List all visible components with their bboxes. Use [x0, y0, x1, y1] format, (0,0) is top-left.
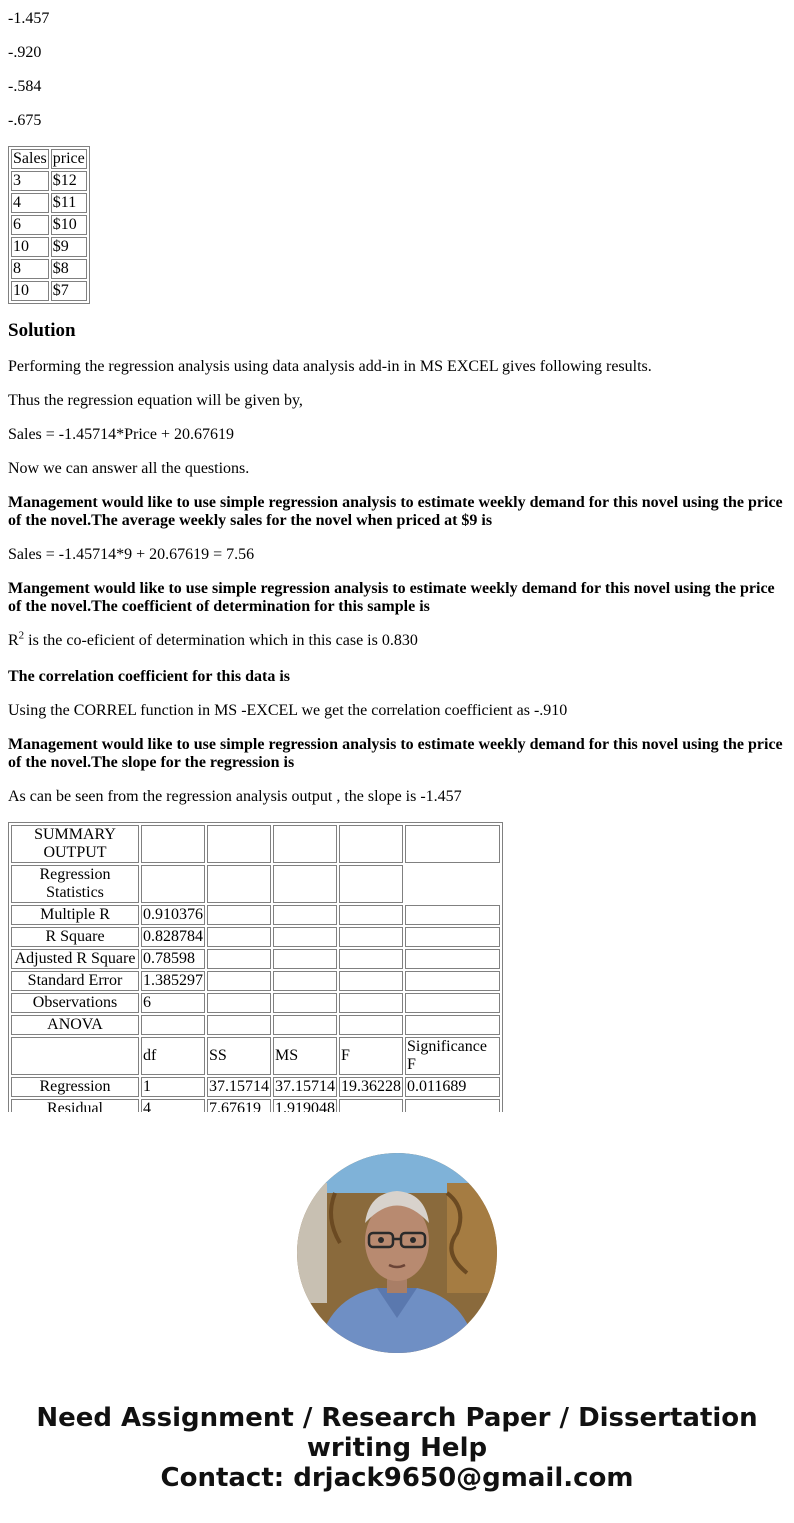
answer: Using the CORREL function in MS -EXCEL we get the correlation coefficient as -.910 — [8, 702, 568, 719]
empty-cell — [207, 825, 271, 863]
empty-cell — [273, 993, 337, 1013]
stat-label: Adjusted R Square — [11, 949, 139, 969]
table-cell — [339, 1099, 403, 1112]
sales-price-table — [8, 146, 90, 304]
value-line: -.675 — [8, 112, 42, 129]
table-cell: $8 — [51, 259, 87, 279]
empty-cell — [405, 865, 500, 903]
table-row — [11, 215, 87, 235]
stat-value: 0.78598 — [141, 949, 205, 969]
banner-line: writing Help — [306, 1433, 488, 1463]
table-cell: 37.15714 — [209, 1078, 269, 1095]
table-cell: 7.67619 — [207, 1099, 271, 1112]
table-row — [11, 171, 87, 191]
empty-cell — [339, 825, 403, 863]
table-cell: 10 — [11, 237, 49, 257]
value-line: -1.457 — [8, 10, 50, 27]
table-cell: 19.36228 — [341, 1078, 401, 1095]
superscript: 2 — [18, 629, 25, 642]
empty-cell — [339, 927, 403, 947]
table-row — [11, 971, 500, 991]
paragraph: Now we can answer all the questions. — [8, 460, 250, 477]
regression-statistics-title: Regression Statistics — [11, 865, 139, 903]
table-row — [11, 905, 500, 925]
row-label: Residual — [11, 1099, 139, 1112]
empty-cell — [405, 905, 500, 925]
answer — [8, 629, 786, 650]
empty-cell — [141, 1015, 205, 1035]
empty-cell — [273, 865, 337, 903]
table-row — [11, 1077, 500, 1097]
row-label: Regression — [11, 1077, 139, 1097]
empty-cell — [405, 927, 500, 947]
empty-cell — [339, 905, 403, 925]
regression-equation: Sales = -1.45714*Price + 20.67619 — [8, 426, 235, 443]
summary-output-table — [8, 822, 503, 1112]
empty-cell — [405, 971, 500, 991]
table-row — [11, 1099, 500, 1112]
table-cell: 1 — [141, 1077, 205, 1097]
empty-cell — [273, 927, 337, 947]
question-heading: Management would like to use simple regression analysis to estimate weekly demand for this novel using the price of the novel.The average weekly sales for the novel when priced at $9 is — [8, 494, 783, 529]
empty-cell — [405, 949, 500, 969]
paragraph: Performing the regression analysis using data analysis add-in in MS EXCEL gives following results. — [8, 358, 652, 375]
table-row — [11, 993, 500, 1013]
stat-value: 0.910376 — [143, 906, 203, 923]
table-row — [11, 949, 500, 969]
table-cell: $9 — [51, 237, 87, 257]
table-row — [11, 927, 500, 947]
solution-heading: Solution — [8, 320, 76, 341]
table-row — [11, 237, 87, 257]
table-cell: 1.919048 — [273, 1099, 337, 1112]
empty-cell — [405, 825, 500, 863]
empty-cell — [273, 825, 337, 863]
empty-cell — [207, 865, 271, 903]
table-cell: 10 — [11, 281, 49, 301]
empty-cell — [339, 865, 403, 903]
stat-label: Observations — [11, 993, 139, 1013]
header-cell: df — [141, 1037, 205, 1075]
empty-cell — [207, 927, 271, 947]
summary-title: SUMMARY OUTPUT — [11, 825, 139, 863]
banner-line: Need Assignment / Research Paper / Dissertation — [36, 1403, 758, 1433]
paragraph: Thus the regression equation will be given by, — [8, 392, 303, 409]
table-cell: $12 — [51, 171, 87, 191]
table-row — [11, 281, 87, 301]
stat-label: Multiple R — [11, 905, 139, 925]
r-symbol: R — [8, 632, 19, 649]
empty-cell — [207, 971, 271, 991]
table-row — [11, 865, 500, 903]
table-cell: 6 — [11, 215, 49, 235]
table-cell — [405, 1099, 500, 1112]
stat-label: R Square — [11, 927, 139, 947]
header-cell: SS — [207, 1037, 271, 1075]
empty-cell — [405, 1015, 500, 1035]
header-cell: Sales — [13, 150, 47, 167]
banner-contact-line: Contact: drjack9650@gmail.com — [160, 1463, 634, 1493]
table-cell: 4 — [141, 1099, 205, 1112]
empty-cell — [207, 905, 271, 925]
empty-cell — [273, 905, 337, 925]
anova-title: ANOVA — [11, 1015, 139, 1035]
table-row — [11, 193, 87, 213]
stat-value: 0.828784 — [143, 928, 203, 945]
empty-cell — [339, 993, 403, 1013]
avatar — [297, 1153, 497, 1353]
stat-value: 1.385297 — [143, 972, 203, 989]
table-cell: 4 — [11, 193, 49, 213]
question-heading: The correlation coefficient for this data is — [8, 668, 291, 685]
stat-label: Standard Error — [11, 971, 139, 991]
empty-cell — [207, 1015, 271, 1035]
empty-cell — [207, 949, 271, 969]
answer: As can be seen from the regression analysis output , the slope is -1.457 — [8, 788, 462, 805]
header-cell: price — [52, 150, 85, 167]
question-heading: Mangement would like to use simple regression analysis to estimate weekly demand for this novel using the price of the novel.The coefficient of determination for this sample is — [8, 580, 775, 615]
table-header-row — [11, 149, 87, 169]
summary-output-container — [8, 822, 786, 1112]
empty-cell — [405, 993, 500, 1013]
table-cell: $10 — [51, 215, 87, 235]
header-cell: MS — [273, 1037, 337, 1075]
table-cell: 8 — [11, 259, 49, 279]
empty-cell — [11, 1037, 139, 1075]
empty-cell — [339, 971, 403, 991]
tutor-photo — [297, 1153, 497, 1353]
value-line: -.920 — [8, 44, 42, 61]
stat-value: 6 — [141, 993, 205, 1013]
anova-header-row — [11, 1037, 500, 1075]
empty-cell — [339, 949, 403, 969]
table-row — [11, 1015, 500, 1035]
table-cell: 0.011689 — [405, 1077, 500, 1097]
empty-cell — [273, 949, 337, 969]
empty-cell — [339, 1015, 403, 1035]
table-cell: $7 — [51, 281, 87, 301]
table-cell: 37.15714 — [275, 1078, 335, 1095]
document-body — [8, 10, 786, 1112]
table-row — [11, 825, 500, 863]
contact-banner — [0, 1403, 794, 1493]
empty-cell — [273, 971, 337, 991]
header-cell: F — [339, 1037, 403, 1075]
empty-cell — [141, 865, 205, 903]
table-cell: $11 — [51, 193, 87, 213]
answer: Sales = -1.45714*9 + 20.67619 = 7.56 — [8, 546, 255, 563]
answer-text: is the co-eficient of determination which in this case is 0.830 — [24, 632, 418, 649]
table-cell: 3 — [11, 171, 49, 191]
empty-cell — [273, 1015, 337, 1035]
empty-cell — [207, 993, 271, 1013]
empty-cell — [141, 825, 205, 863]
value-line: -.584 — [8, 78, 42, 95]
question-heading: Management would like to use simple regression analysis to estimate weekly demand for this novel using the price of the novel.The slope for the regression is — [8, 736, 783, 771]
header-cell: Significance F — [405, 1037, 500, 1075]
table-row — [11, 259, 87, 279]
